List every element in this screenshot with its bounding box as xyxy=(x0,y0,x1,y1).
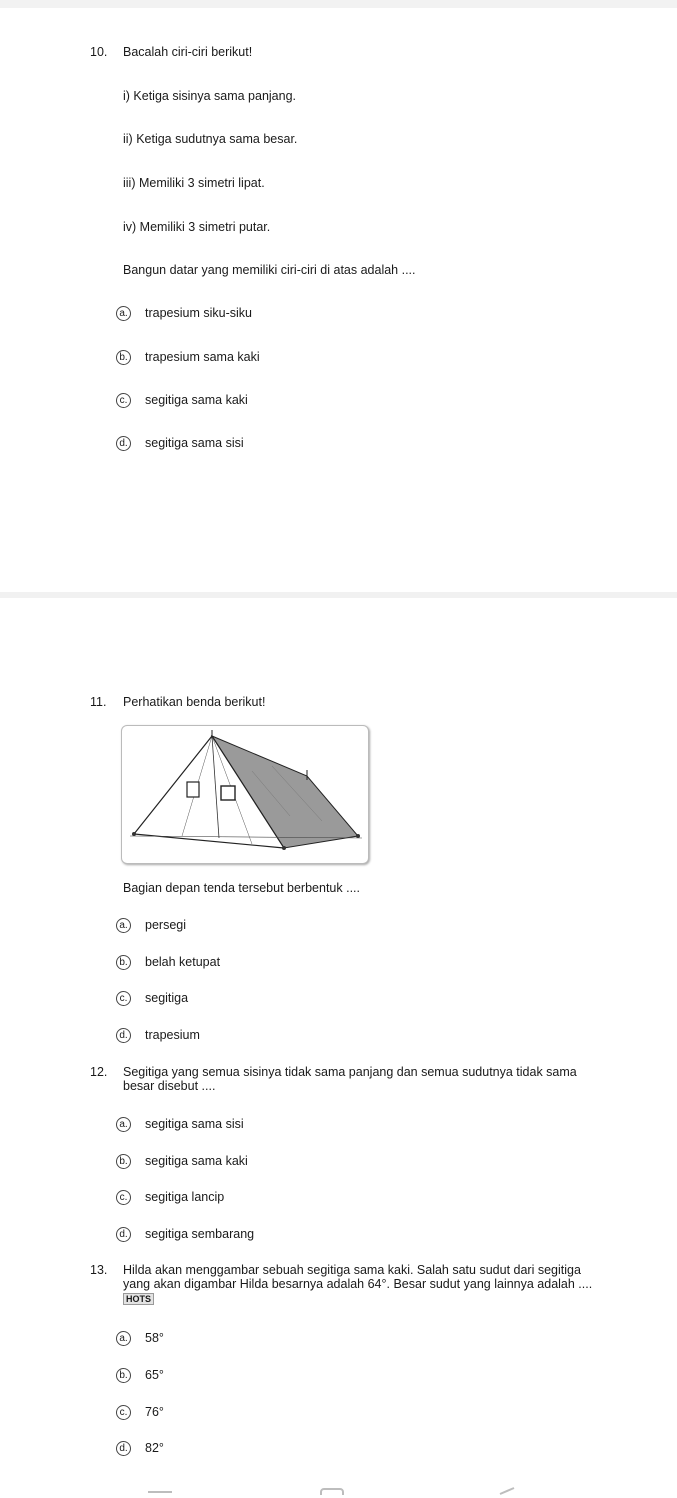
q12-option-c[interactable] xyxy=(116,1189,224,1205)
option-text: 82° xyxy=(145,1441,164,1455)
navigation-bar xyxy=(0,1484,677,1494)
option-text: 58° xyxy=(145,1331,164,1345)
option-letter-badge: c. xyxy=(116,1190,131,1205)
q10-option-d[interactable] xyxy=(116,435,244,451)
tent-figure xyxy=(121,725,369,864)
q12-option-d[interactable] xyxy=(116,1226,254,1242)
option-letter-badge: b. xyxy=(116,1368,131,1383)
q12-number: 12. xyxy=(90,1065,108,1079)
q10-option-c[interactable] xyxy=(116,392,248,408)
option-text: segitiga sama kaki xyxy=(145,1154,248,1168)
option-text: trapesium sama kaki xyxy=(145,350,260,364)
home-icon xyxy=(321,1489,343,1495)
q11-prompt: Perhatikan benda berikut! xyxy=(123,695,266,709)
q13-option-b[interactable] xyxy=(116,1367,164,1383)
option-letter-badge: c. xyxy=(116,393,131,408)
q10-question: Bangun datar yang memiliki ciri-ciri di atas adalah .... xyxy=(123,263,416,277)
option-text: segitiga xyxy=(145,991,189,1005)
page-divider xyxy=(0,592,677,598)
option-letter-badge: b. xyxy=(116,350,131,365)
back-icon xyxy=(500,1488,514,1494)
q11-option-c[interactable] xyxy=(116,990,188,1006)
option-text: trapesium xyxy=(145,1028,200,1042)
q10-statement-2: ii) Ketiga sudutnya sama besar. xyxy=(123,132,298,146)
option-letter-badge: b. xyxy=(116,955,131,970)
option-text: segitiga sama sisi xyxy=(145,436,244,450)
option-text: segitiga sembarang xyxy=(145,1227,255,1241)
q11-option-d[interactable] xyxy=(116,1027,200,1043)
q10-statement-3: iii) Memiliki 3 simetri lipat. xyxy=(123,176,265,190)
q13-option-c[interactable] xyxy=(116,1404,164,1420)
q12-option-a[interactable] xyxy=(116,1116,244,1132)
q10-option-a[interactable] xyxy=(116,305,252,321)
q11-option-b[interactable] xyxy=(116,954,220,970)
q13-number: 13. xyxy=(90,1263,108,1277)
option-letter-badge: a. xyxy=(116,1331,131,1346)
q10-option-b[interactable] xyxy=(116,349,260,365)
q13-question-block xyxy=(123,1263,593,1305)
option-text: 76° xyxy=(145,1405,164,1419)
option-letter-badge: c. xyxy=(116,991,131,1006)
q13-question: Hilda akan menggambar sebuah segitiga sama kaki. Salah satu sudut dari segitiga yang akan digambar Hilda besarnya adalah 64°. Besar sudut yang lainnya adalah .... xyxy=(123,1263,593,1291)
option-letter-badge: c. xyxy=(116,1405,131,1420)
option-text: trapesium siku-siku xyxy=(145,306,252,320)
option-letter-badge: a. xyxy=(116,306,131,321)
q11-option-a[interactable] xyxy=(116,917,186,933)
q10-statement-4: iv) Memiliki 3 simetri putar. xyxy=(123,220,271,234)
option-letter-badge: d. xyxy=(116,1441,131,1456)
q12-question: Segitiga yang semua sisinya tidak sama panjang dan semua sudutnya tidak sama besar disebut .... xyxy=(123,1065,577,1093)
q10-prompt: Bacalah ciri-ciri berikut! xyxy=(123,45,253,59)
q10-number: 10. xyxy=(90,45,108,59)
option-letter-badge: d. xyxy=(116,1227,131,1242)
tent-illustration-icon xyxy=(122,726,368,863)
option-letter-badge: b. xyxy=(116,1154,131,1169)
option-letter-badge: a. xyxy=(116,1117,131,1132)
q11-number: 11. xyxy=(90,695,107,709)
q10-statement-1: i) Ketiga sisinya sama panjang. xyxy=(123,89,297,103)
option-letter-badge: d. xyxy=(116,1028,131,1043)
option-text: segitiga lancip xyxy=(145,1190,225,1204)
option-text: segitiga sama sisi xyxy=(145,1117,244,1131)
option-text: persegi xyxy=(145,918,186,932)
q12-option-b[interactable] xyxy=(116,1153,248,1169)
q11-question: Bagian depan tenda tersebut berbentuk .... xyxy=(123,881,360,895)
hots-badge: HOTS xyxy=(123,1293,154,1305)
q13-option-d[interactable] xyxy=(116,1440,164,1456)
option-letter-badge: d. xyxy=(116,436,131,451)
option-letter-badge: a. xyxy=(116,918,131,933)
option-text: segitiga sama kaki xyxy=(145,393,248,407)
top-strip xyxy=(0,0,677,8)
option-text: 65° xyxy=(145,1368,164,1382)
option-text: belah ketupat xyxy=(145,955,221,969)
q13-option-a[interactable] xyxy=(116,1330,164,1346)
